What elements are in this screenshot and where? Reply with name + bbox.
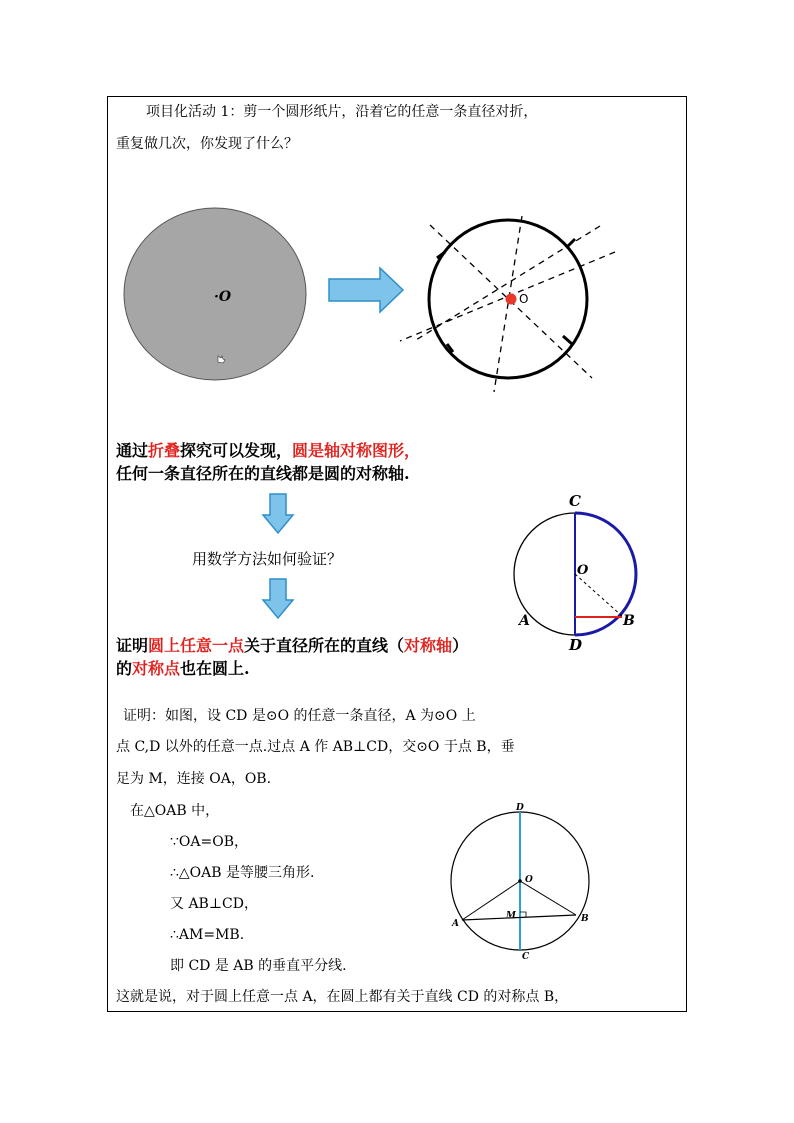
right-arrow-icon xyxy=(329,268,403,312)
label-o: O xyxy=(577,563,589,578)
intro-line-2: 重复做几次，你发现了什么？ xyxy=(116,136,298,152)
proof-line-9: 即 CD 是 AB 的垂直平分线. xyxy=(170,958,347,974)
label-m-small: M xyxy=(506,911,516,921)
diameter-figure xyxy=(505,490,675,660)
proof-line-3: 足为 M，连接 OA，OB. xyxy=(116,771,272,787)
radius-ob xyxy=(575,574,622,616)
label-c: C xyxy=(569,492,581,510)
label-d: D xyxy=(569,636,583,654)
claim-text-d: 的 xyxy=(116,659,133,678)
right-center-label: O xyxy=(519,292,529,306)
down-arrow-icon-2 xyxy=(262,578,294,620)
finding-line-2: 任何一条直径所在的直线都是圆的对称轴. xyxy=(116,464,410,483)
proof-line-5: ∵OA=OB， xyxy=(170,834,248,850)
intro-line-1: 项目化活动 1：剪一个圆形纸片，沿着它的任意一条直径对折， xyxy=(146,104,538,120)
finding-text-b: 探究可以发现， xyxy=(180,441,293,460)
proof-line-8: ∴AM=MB. xyxy=(170,927,245,943)
claim-text-c: ） xyxy=(452,636,469,655)
proof-line-4: 在△OAB 中， xyxy=(130,803,220,819)
segment-ob xyxy=(520,881,576,915)
claim-line-1 xyxy=(116,636,468,656)
proof-line-10: 这就是说，对于圆上任意一点 A，在圆上都有关于直线 CD 的对称点 B， xyxy=(116,989,569,1005)
fold-figure xyxy=(110,200,680,400)
finding-text-a: 通过 xyxy=(116,441,149,460)
claim-text-e: 也在圆上. xyxy=(180,659,250,678)
finding-highlight-axis: 圆是轴对称图形， xyxy=(292,441,421,460)
label-b-small: B xyxy=(581,914,589,924)
claim-text-b: 关于直径所在的直线（ xyxy=(244,636,405,655)
claim-highlight-symmetric-point: 对称点 xyxy=(132,659,181,678)
label-o-small: O xyxy=(525,875,533,885)
question-text: 用数学方法如何验证？ xyxy=(192,550,343,568)
center-point xyxy=(518,879,522,883)
fold-lines xyxy=(400,216,615,392)
proof-line-2: 点 C,D 以外的任意一点.过点 A 作 AB⊥CD，交⊙O 于点 B，垂 xyxy=(116,739,515,755)
label-c-small: C xyxy=(522,952,530,962)
proof-line-1: 证明：如图，设 CD 是⊙O 的任意一条直径，A 为⊙O 上 xyxy=(123,708,476,724)
label-a: A xyxy=(519,613,530,629)
proof-line-7: 又 AB⊥CD， xyxy=(170,896,258,912)
claim-highlight-point: 圆上任意一点 xyxy=(148,636,245,655)
proof-figure xyxy=(440,800,600,965)
center-dot xyxy=(506,294,517,305)
proof-line-6: ∴△OAB 是等腰三角形. xyxy=(170,865,315,881)
claim-highlight-axis: 对称轴 xyxy=(404,636,453,655)
label-b: B xyxy=(623,613,635,629)
label-a-small: A xyxy=(452,919,459,929)
finding-highlight-fold: 折叠 xyxy=(148,441,181,460)
down-arrow-icon xyxy=(262,493,294,535)
disc-center-label: ·O xyxy=(214,289,232,305)
claim-line-2 xyxy=(116,659,250,679)
fold-creases xyxy=(437,239,575,352)
claim-text-a: 证明 xyxy=(116,636,149,655)
label-d-small: D xyxy=(516,803,524,813)
finding-line-1 xyxy=(116,441,420,461)
